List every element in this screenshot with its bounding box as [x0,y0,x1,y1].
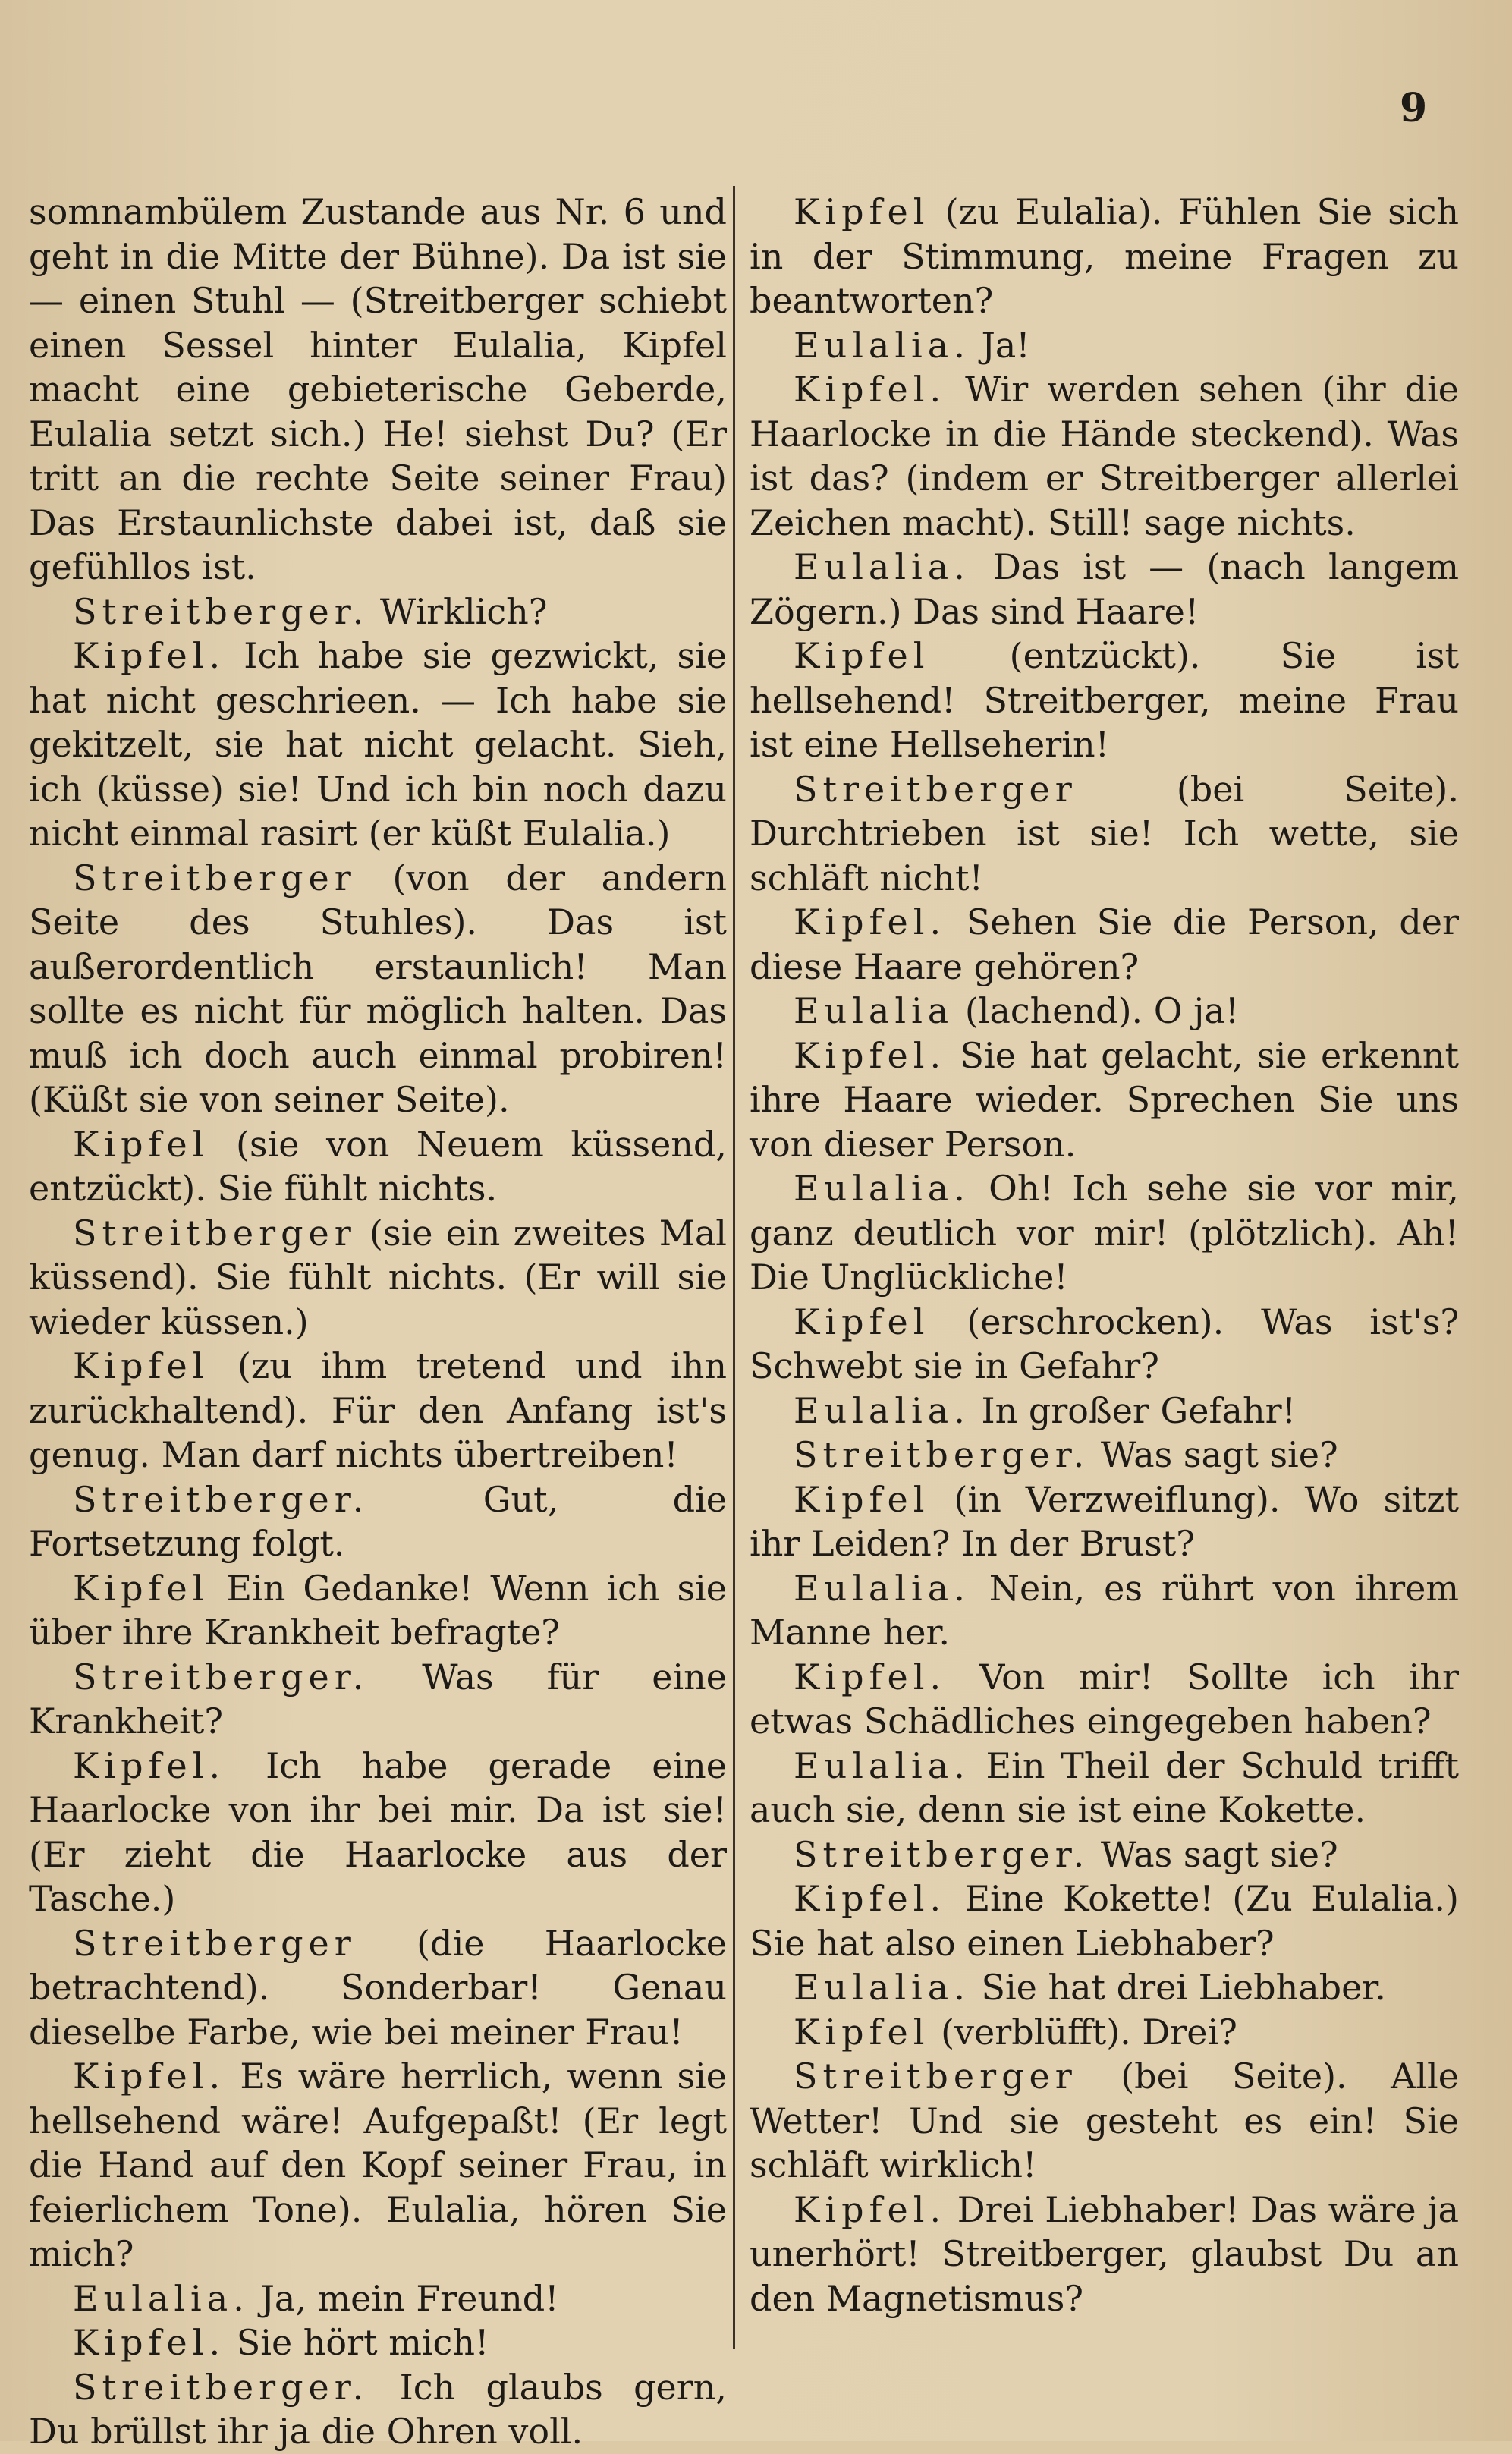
dialogue-paragraph [29,2365,727,2454]
dialogue-text: Oh! Ich sehe sie vor mir, ganz deutlich vor mir! (plötzlich). Ah! Die Unglückliche! [750,1168,1459,1298]
dialogue-paragraph [750,545,1459,634]
dialogue-paragraph [750,1166,1459,1300]
dialogue-text: Gut, die Fortsetzung folgt. [29,1478,727,1564]
speaker-name: Streitberger [73,1212,357,1254]
dialogue-text: (lachend). O ja! [964,990,1240,1031]
speaker-name: Eulalia. [794,1389,970,1431]
dialogue-paragraph [750,1833,1459,1877]
speaker-name: Eulalia. [794,1168,970,1209]
speaker-name: Streitberger. [794,1434,1090,1475]
speaker-name: Streitberger [73,1922,357,1964]
speaker-name: Kipfel. [794,1878,947,1919]
dialogue-paragraph [29,1211,727,1345]
dialogue-text: Sie hat drei Liebhaber. [981,1967,1386,2008]
speaker-name: Streitberger. [73,1478,369,1520]
speaker-name: Kipfel. [794,1656,947,1697]
dialogue-text: (entzückt). Sie ist hellsehend! Streitberger, meine Frau ist eine Hellseherin! [750,635,1460,765]
dialogue-text: Ja! [981,324,1030,366]
speaker-name: Kipfel [73,1345,209,1386]
dialogue-text: (die Haarlocke betrachtend). Sonderbar! Genau dieselbe Farbe, wie bei meiner Frau! [29,1922,727,2053]
speaker-name: Kipfel. [73,2322,226,2363]
speaker-name: Kipfel [794,1301,930,1342]
dialogue-paragraph [750,1389,1459,1433]
dialogue-text: Was sagt sie? [1100,1833,1338,1875]
speaker-name: Eulalia. [794,1967,970,2008]
dialogue-paragraph [750,900,1459,989]
dialogue-paragraph [29,1655,727,1744]
dialogue-paragraph [750,1655,1459,1744]
speaker-name: Eulalia. [794,546,970,587]
dialogue-text: Ich glaubs gern, Du brüllst ihr ja die Ohren voll. [29,2366,727,2452]
dialogue-paragraph [750,1477,1459,1566]
dialogue-text: Ich habe gerade eine Haarlocke von ihr bei mir. Da ist sie! (Er zieht die Haarlocke aus der Tasche.) [29,1745,728,1919]
speaker-name: Streitberger. [73,590,369,632]
dialogue-paragraph [750,1300,1459,1389]
speaker-name: Kipfel. [794,369,947,410]
dialogue-paragraph [750,1034,1459,1167]
dialogue-text: Ein Gedanke! Wenn ich sie über ihre Krankheit befragte? [29,1567,727,1653]
speaker-name: Eulalia. [794,1567,970,1609]
dialogue-paragraph [29,634,727,856]
dialogue-text: In großer Gefahr! [981,1389,1297,1431]
speaker-name: Kipfel. [73,1745,226,1786]
speaker-name: Eulalia. [73,2277,250,2319]
dialogue-paragraph [750,190,1459,323]
dialogue-paragraph [750,1566,1459,1655]
speaker-name: Kipfel [73,1567,209,1609]
dialogue-paragraph [29,1477,727,1566]
speaker-name: Kipfel [794,1478,930,1520]
dialogue-text: Ja, mein Freund! [260,2277,559,2319]
dialogue-paragraph [29,2054,727,2276]
dialogue-paragraph [29,1921,727,2055]
dialogue-text: Ein Theil der Schuld trifft auch sie, denn sie ist eine Kokette. [750,1745,1460,1830]
left-column [29,190,727,2454]
dialogue-text: Von mir! Sollte ich ihr etwas Schädliches eingegeben haben? [750,1656,1459,1741]
dialogue-paragraph [29,1566,727,1655]
speaker-name: Streitberger. [794,1833,1090,1875]
dialogue-paragraph [29,1344,727,1477]
dialogue-paragraph [29,1122,727,1211]
speaker-name: Kipfel [794,2011,930,2053]
speaker-name: Kipfel. [794,1034,947,1076]
dialogue-text: (bei Seite). Alle Wetter! Und sie gesteht es ein! Sie schläft wirklich! [750,2056,1459,2185]
dialogue-text: Sehen Sie die Person, der diese Haare gehören? [750,901,1459,987]
dialogue-text: (zu Eulalia). Fühlen Sie sich in der Stimmung, meine Fragen zu beantworten? [750,191,1459,321]
speaker-name: Streitberger [794,2056,1077,2097]
dialogue-paragraph [750,2010,1459,2055]
speaker-name: Eulalia [794,990,954,1031]
dialogue-text: Was für eine Krankheit? [29,1656,728,1741]
dialogue-paragraph [750,1744,1459,1833]
dialogue-paragraph [750,634,1459,767]
speaker-name: Kipfel. [794,901,947,942]
dialogue-text: Ich habe sie gezwickt, sie hat nicht geschrieen. — Ich habe sie gekitzelt, sie hat nicht gelacht. Sieh, ich (küsse) sie! Und ich bin noch dazu nicht einmal rasirt (er küßt Eulalia.) [29,635,728,854]
dialogue-text: (bei Seite). Durchtrieben ist sie! Ich wette, sie schläft nicht! [750,768,1459,898]
dialogue-text: (erschrocken). Was ist's? Schwebt sie in Gefahr? [750,1301,1460,1386]
dialogue-text: (verblüfft). Drei? [941,2011,1237,2053]
dialogue-paragraph [750,2054,1459,2188]
dialogue-text: somnambülem Zustande aus Nr. 6 und geht in die Mitte der Bühne). Da ist sie — einen Stuhl — (Streitberger schiebt einen Sessel hinter Eulalia, Kipfel macht eine gebieterische Geberde, Eulalia setzt sich.) He! siehst Du? (Er tritt an die rechte Seite seiner Frau) Das Erstaunlichste dabei ist, daß sie gefühllos ist. [29,191,727,587]
dialogue-text: (in Verzweiflung). Wo sitzt ihr Leiden? In der Brust? [750,1478,1460,1564]
dialogue-paragraph [29,1744,727,1921]
dialogue-paragraph [750,367,1459,545]
dialogue-paragraph [29,2320,727,2365]
dialogue-text: Was sagt sie? [1100,1434,1338,1475]
speaker-name: Streitberger [73,857,357,898]
dialogue-paragraph [750,1965,1459,2010]
speaker-name: Streitberger [794,768,1077,810]
right-column [750,190,1459,2320]
speaker-name: Eulalia. [794,1745,970,1786]
dialogue-text: Wir werden sehen (ihr die Haarlocke in die Hände steckend). Was ist das? (indem er Streitberger allerlei Zeichen macht). Still! sage nichts. [750,369,1460,543]
dialogue-paragraph [750,2188,1459,2321]
dialogue-paragraph [750,1433,1459,1477]
dialogue-paragraph [29,2276,727,2321]
speaker-name: Kipfel [73,1123,209,1165]
speaker-name: Kipfel. [73,635,226,676]
dialogue-text: Sie hat gelacht, sie erkennt ihre Haare wieder. Sprechen Sie uns von dieser Person. [750,1034,1459,1165]
dialogue-paragraph [750,989,1459,1034]
dialogue-paragraph [29,590,727,634]
speaker-name: Kipfel [794,191,930,232]
dialogue-text: Wirklich? [379,590,548,632]
speaker-name: Streitberger. [73,2366,369,2408]
page-number: 9 [1400,85,1428,131]
speaker-name: Kipfel [794,635,930,676]
dialogue-text: (zu ihm tretend und ihn zurückhaltend). Für den Anfang ist's genug. Man darf nichts übertreiben! [29,1345,727,1475]
dialogue-paragraph [29,856,727,1122]
dialogue-paragraph [29,190,727,590]
dialogue-paragraph [750,767,1459,901]
dialogue-text: Es wäre herrlich, wenn sie hellsehend wäre! Aufgepaßt! (Er legt die Hand auf den Kopf seiner Frau, in feierlichem Tone). Eulalia, hören Sie mich? [29,2056,728,2274]
dialogue-text: Eine Kokette! (Zu Eulalia.) Sie hat also einen Liebhaber? [750,1878,1459,1964]
speaker-name: Streitberger. [73,1656,369,1697]
dialogue-text: Drei Liebhaber! Das wäre ja unerhört! Streitberger, glaubst Du an den Magnetismus? [750,2188,1459,2319]
dialogue-paragraph [750,323,1459,368]
dialogue-paragraph [750,1877,1459,1965]
dialogue-text: (von der andern Seite des Stuhles). Das ist außerordentlich erstaunlich! Man sollte es nicht für möglich halten. Das muß ich doch auch einmal probiren! (Küßt sie von seiner Seite). [29,857,727,1120]
dialogue-text: (sie ein zweites Mal küssend). Sie fühlt nichts. (Er will sie wieder küssen.) [29,1212,727,1342]
dialogue-text: Sie hört mich! [236,2322,489,2363]
column-divider [733,186,735,2349]
speaker-name: Eulalia. [794,324,970,366]
dialogue-text: (sie von Neuem küssend, entzückt). Sie fühlt nichts. [29,1123,728,1209]
speaker-name: Kipfel. [794,2188,947,2230]
dialogue-text: Nein, es rührt von ihrem Manne her. [750,1567,1459,1653]
speaker-name: Kipfel. [73,2056,226,2097]
dialogue-text: Das ist — (nach langem Zögern.) Das sind Haare! [750,546,1460,632]
